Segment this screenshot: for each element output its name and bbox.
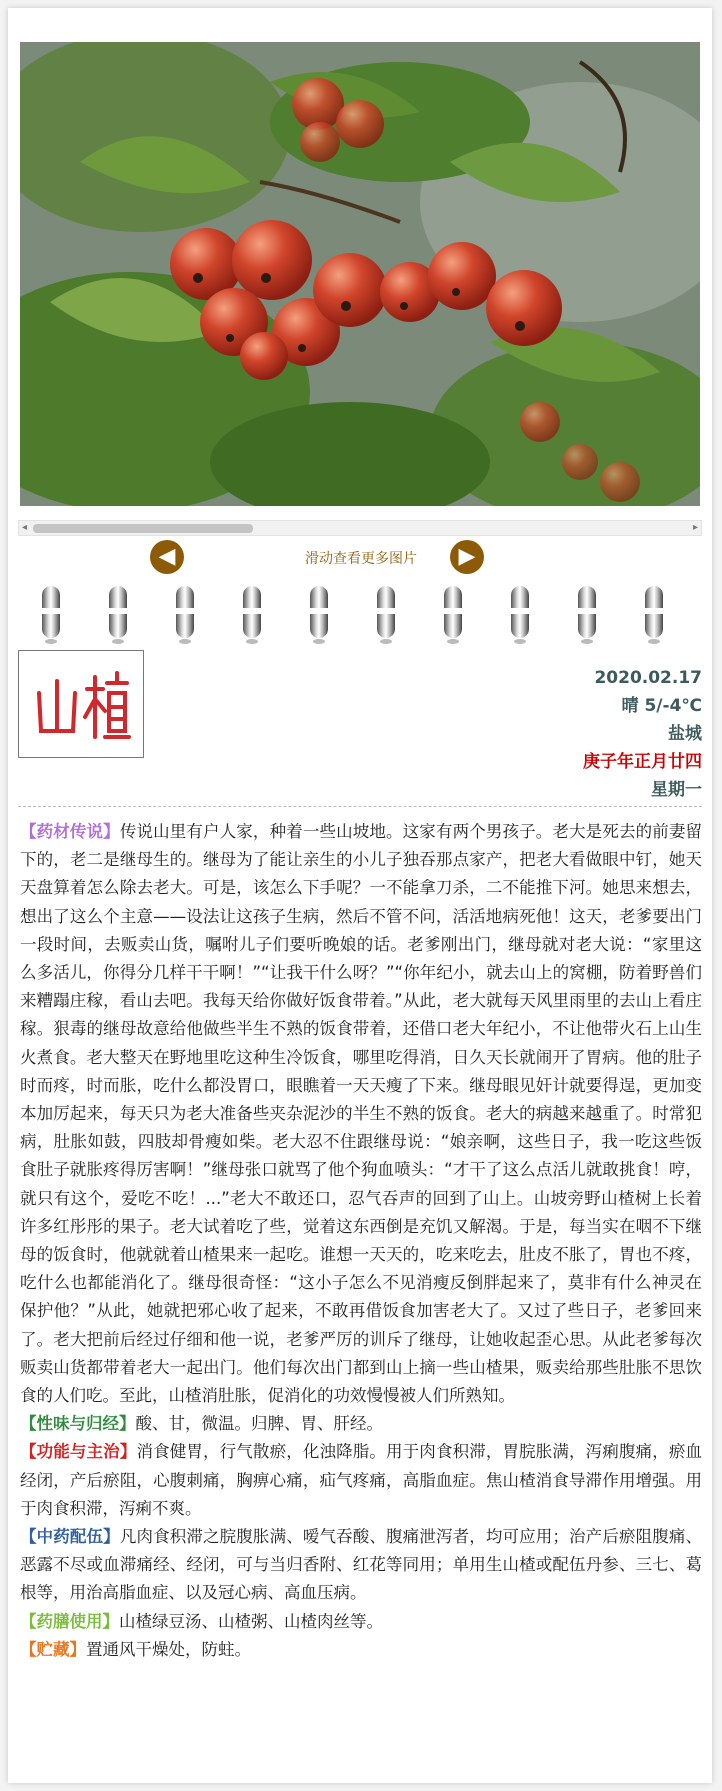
- binder-ring-icon: [40, 580, 62, 644]
- section-tag: 【性味与归经】: [20, 1414, 136, 1434]
- section-text: 置通风干燥处，防蛀。: [86, 1639, 251, 1659]
- section-text: 传说山里有户人家，种着一些山坡地。这家有两个男孩子。老大是死去的前妻留下的，老二是继母生的。继母为了能让亲生的小儿子独吞那点家产，把老大看做眼中钉，她天天盘算着怎么除去老大。可是，该怎么下手呢？一不能拿刀杀，二不能推下河。她思来想去，想出了这么个主意——设法让这孩子生病，然后不管不问，活活地病死他！这天，老爹要出门一段时间，去贩卖山货，嘱咐儿子们要听晚娘的话。老爹刚出门，继母就对老大说：“家里这么多活儿，你得分几样干干啊！”“让我干什么呀？”“你年纪小，就去山上的窝棚，防着野兽们来糟蹋庄稼，看山去吧。我每天给你做好饭食带着。”从此，老大就每天风里雨里的去山上看庄稼。狠毒的继母故意给他做些半生不熟的饭食带着，还借口老大年纪小，不让他带火石上山生火煮食。老大整天在野地里吃这种生冷饭食，哪里吃得消，日久天长就闹开了胃病。他的肚子时而疼，时而胀，吃什么都没胃口，眼瞧着一天天瘦了下来。继母眼见奸计就要得逞，更加变本加厉起来，每天只为老大准备些夹杂泥沙的半生不熟的饭食。老大的病越来越重了。时常犯病，肚胀如鼓，四肢却骨瘦如柴。老大忍不住跟继母说：“娘亲啊，这些日子，我一吃这些饭食肚子就胀疼得厉害啊！”继母张口就骂了他个狗血喷头：“才干了这么点活儿就敢挑食！哼，就只有这个，爱吃不吃！...”老大不敢还口，忍气吞声的回到了山上。山坡旁野山楂树上长着许多红彤彤的果子。老大试着吃了些，觉着这东西倒是充饥又解渴。于是，每当实在咽不下继母的饭食时，他就就着山楂果来一起吃。谁想一天天的，吃来吃去，肚皮不胀了，胃也不疼，吃什么也都能消化了。继母很奇怪：“这小子怎么不见消瘦反倒胖起来了，莫非有什么神灵在保护他？”从此，她就把邪心收了起来，不敢再借饭食加害老大了。又过了些日子，老爹回来了。老大把前后经过仔细和他一说，老爹严厉的训斥了继母，让她收起歪心思。从此老爹每次贩卖山货都带着老大一起出门。他们每次出门都到山上摘一些山楂果，贩卖给那些肚胀不思饮食的人们吃。至此，山楂消肚胀，促消化的功效慢慢被人们所熟知。: [20, 822, 703, 1406]
- scroll-left-icon[interactable]: ◂: [22, 522, 28, 533]
- nature-paragraph: [20, 1410, 702, 1438]
- binder-ring-icon: [241, 580, 263, 644]
- section-divider: [18, 806, 702, 807]
- section-text: 凡肉食积滞之脘腹胀满、嗳气吞酸、腹痛泄泻者，均可应用；治产后瘀阻腹痛、恶露不尽或血滞痛经、经闭，可与当归香附、红花等同用；单用生山楂或配伍丹参、三七、葛根等，用治高脂血症、以及冠心病、高血压病。: [20, 1527, 703, 1603]
- section-tag: 【贮藏】: [20, 1639, 86, 1659]
- binder-ring-icon: [174, 580, 196, 644]
- image-slider[interactable]: [18, 40, 702, 510]
- weekday-text: 星期一: [651, 780, 702, 800]
- slider-hint: 滑动查看更多图片: [305, 551, 417, 567]
- image-scrollbar[interactable]: [18, 520, 702, 536]
- function-paragraph: [20, 1438, 702, 1523]
- binder-rings: [0, 578, 722, 648]
- section-text: 消食健胃，行气散瘀，化浊降脂。用于肉食积滞，胃脘胀满，泻痢腹痛，瘀血经闭，产后瘀阻，心腹刺痛，胸痹心痛，疝气疼痛，高脂血症。焦山楂消食导滞作用增强。用于肉食积滞，泻痢不爽。: [20, 1442, 703, 1518]
- scroll-right-icon[interactable]: ▸: [692, 522, 698, 533]
- binder-ring-icon: [375, 580, 397, 644]
- title-seal: [18, 650, 144, 758]
- city-text: 盐城: [668, 724, 702, 744]
- section-text: 酸、甘，微温。归脾、胃、肝经。: [135, 1414, 383, 1434]
- section-tag: 【药材传说】: [20, 822, 120, 841]
- binder-ring-icon: [643, 580, 665, 644]
- compatibility-paragraph: [20, 1523, 702, 1608]
- binder-ring-icon: [509, 580, 531, 644]
- seal-glyph: [19, 651, 143, 757]
- article-body: [20, 818, 702, 1664]
- slider-nav: [0, 536, 722, 576]
- binder-ring-icon: [308, 580, 330, 644]
- binder-ring-icon: [107, 580, 129, 644]
- lunar-date-text: 庚子年正月廿四: [583, 752, 702, 772]
- hawthorn-photo: [20, 42, 700, 506]
- date-text: 2020.02.17: [594, 668, 702, 688]
- scroll-thumb[interactable]: [33, 524, 253, 533]
- next-arrow-icon[interactable]: ▶: [450, 540, 484, 574]
- section-tag: 【中药配伍】: [20, 1527, 120, 1547]
- date-info: [583, 664, 702, 804]
- weather-text: 晴 5/-4℃: [621, 696, 702, 716]
- storage-paragraph: [20, 1636, 702, 1664]
- diet-paragraph: [20, 1608, 702, 1636]
- legend-paragraph: [20, 818, 702, 1410]
- prev-arrow-icon[interactable]: ◀: [150, 540, 184, 574]
- binder-ring-icon: [576, 580, 598, 644]
- section-text: 山楂绿豆汤、山楂粥、山楂肉丝等。: [119, 1611, 383, 1631]
- section-tag: 【功能与主治】: [20, 1442, 137, 1462]
- binder-ring-icon: [442, 580, 464, 644]
- section-tag: 【药膳使用】: [20, 1611, 119, 1631]
